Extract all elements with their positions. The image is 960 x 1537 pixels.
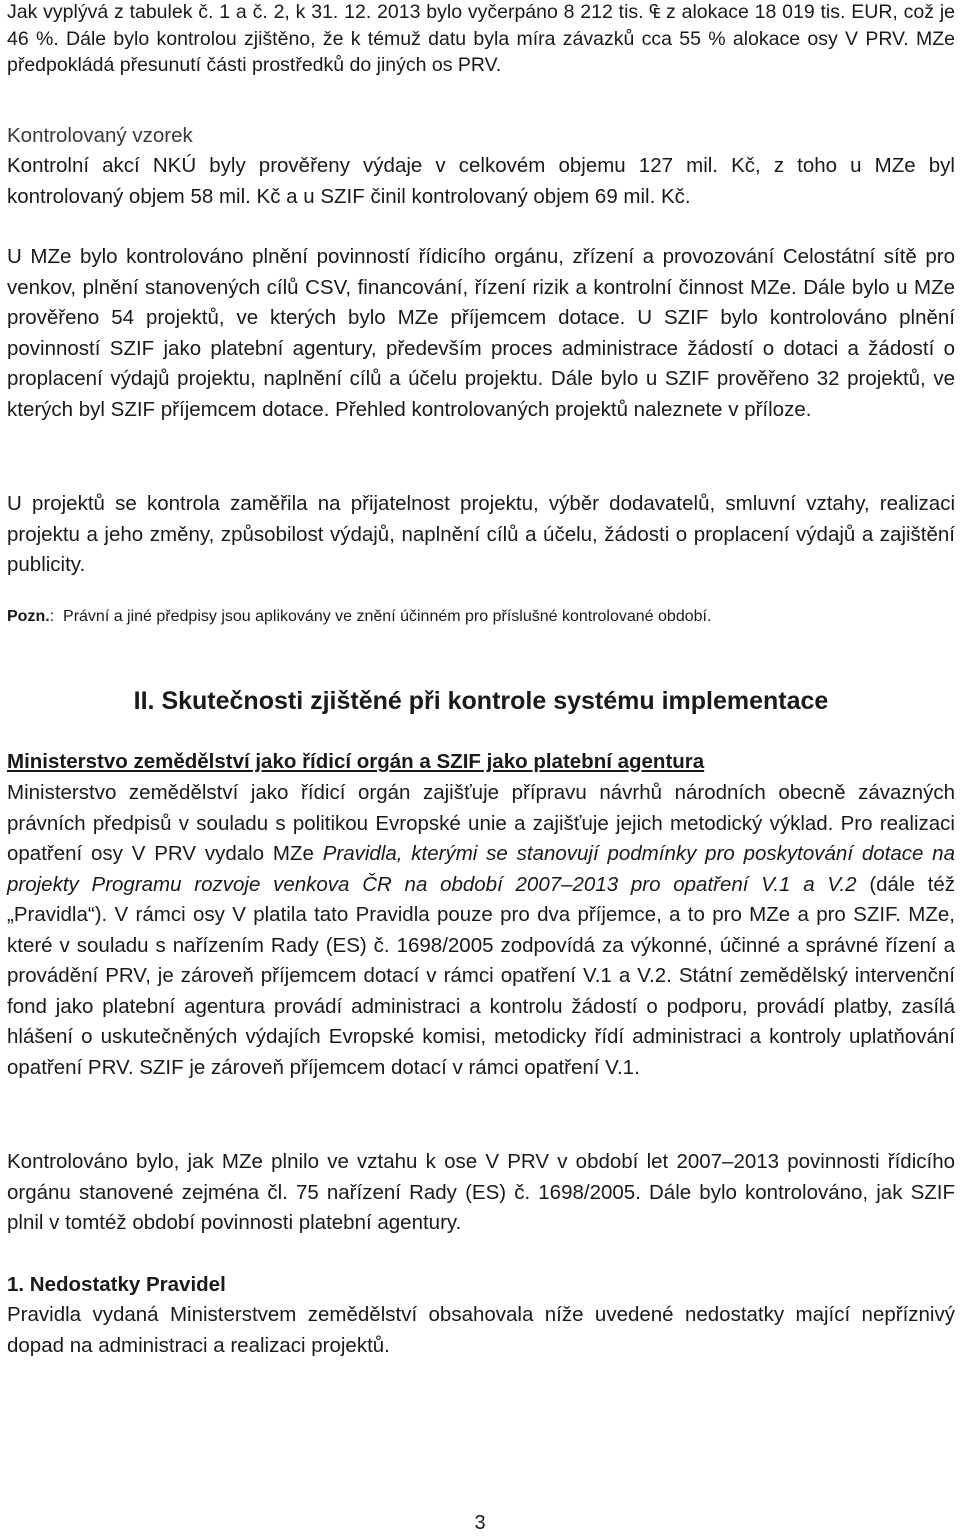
ministry-text-b: (dále též „Pravidla“). V rámci osy V platila tato Pravidla pouze pro dva příjemce, a to pro MZe a pro SZIF. MZe, které v souladu s nařízením Rady (ES) č. 1698/2005 zodpovídá za výkonné, účinné a správné řízení a provádění PRV, je zároveň příjemcem dotací v rámci opatření V.1 a V.2. Státní zemědělský intervenční fond jako platební agentura provádí administraci a kontrolu žádostí o podporu, provádí platby, zasílá hlášení o uskutečněných výdajích Evropské komisi, metodicky řídí administraci a kontroly uplatňování opatření PRV. SZIF je zároveň příjemcem dotací v rámci opatření V.1. [7,872,956,1079]
mze-control-paragraph: U MZe bylo kontrolováno plnění povinností řídicího orgánu, zřízení a provozování Celostátní sítě pro venkov, plnění stanovených cílů CSV, financování, řízení rizik a kontrolní činnost MZe. Dále bylo u MZe prověřeno 54 projektů, ve kterých bylo MZe příjemcem dotace. U SZIF bylo kontrolováno plnění povinností SZIF jako platební agentury, především proces administrace žádostí o dotaci a žádostí o proplacení výdajů projektu, naplnění cílů a účelu projektu. Dále bylo u SZIF prověřeno 32 projektů, ve kterých byl SZIF příjemcem dotace. Přehled kontrolovaných projektů naleznete v příloze. [7,245,955,421]
note-colon: : [49,608,55,625]
section-title: Skutečnosti zjištěné při kontrole systému implementace [161,687,829,715]
section-number: II. [133,687,155,715]
ministry-paragraph [7,778,955,1083]
note-label: Pozn. [7,608,50,625]
ministry-text-a: Ministerstvo zemědělství jako řídicí orgán zajišťuje přípravu návrhů národních obecně závazných právních předpisů v souladu s politikou Evropské unie a zajišťuje jejich metodický výklad. Pro realizaci opatření osy V PRV vydalo MZe [7,781,955,865]
intro-paragraph: Jak vyplývá z tabulek č. 1 a č. 2, k 31. 12. 2013 bylo vyčerpáno 8 212 tis. ₠ z alokace 18 019 tis. EUR, což je 46 %. Dále bylo kontrolou zjištěno, že k témuž datu byla míra závazků cca 55 % alokace osy V PRV. MZe předpokládá přesunutí části prostředků do jiných os PRV. [7,1,955,76]
ministry-rules-title: Pravidla, kterými se stanovují podmínky pro poskytování dotace na projekty Programu rozvoje venkova ČR na období 2007–2013 pro opatření V.1 a V.2 [7,842,955,896]
controlled-paragraph: Kontrolováno bylo, jak MZe plnilo ve vztahu k ose V PRV v období let 2007–2013 povinnosti řídicího orgánu stanovené zejména čl. 75 nařízení Rady (ES) č. 1698/2005. Dále bylo kontrolováno, jak SZIF plnil v tomtéž období povinnosti platební agentury. [7,1150,955,1234]
page-number: 3 [474,1512,486,1534]
note-text: Právní a jiné předpisy jsou aplikovány ve znění účinném pro příslušné kontrolované období. [63,608,712,625]
section-heading [7,685,955,717]
deficiencies-paragraph: Pravidla vydaná Ministerstvem zemědělství obsahovala níže uvedené nedostatky mající nepříznivý dopad na administraci a realizaci projektů. [7,1303,955,1357]
sample-heading: Kontrolovaný vzorek [7,124,193,147]
note [7,606,955,628]
projects-control-paragraph: U projektů se kontrola zaměřila na přijatelnost projektu, výběr dodavatelů, smluvní vztahy, realizaci projektu a jeho změny, způsobilost výdajů, naplnění cílů a účelu, žádosti o proplacení výdajů a zajištění publicity. [7,492,955,576]
deficiencies-heading: 1. Nedostatky Pravidel [7,1273,226,1296]
ministry-heading: Ministerstvo zemědělství jako řídicí orgán a SZIF jako platební agentura [7,750,705,773]
sample-paragraph: Kontrolní akcí NKÚ byly prověřeny výdaje v celkovém objemu 127 mil. Kč, z toho u MZe byl kontrolovaný objem 58 mil. Kč a u SZIF činil kontrolovaný objem 69 mil. Kč. [7,154,955,208]
